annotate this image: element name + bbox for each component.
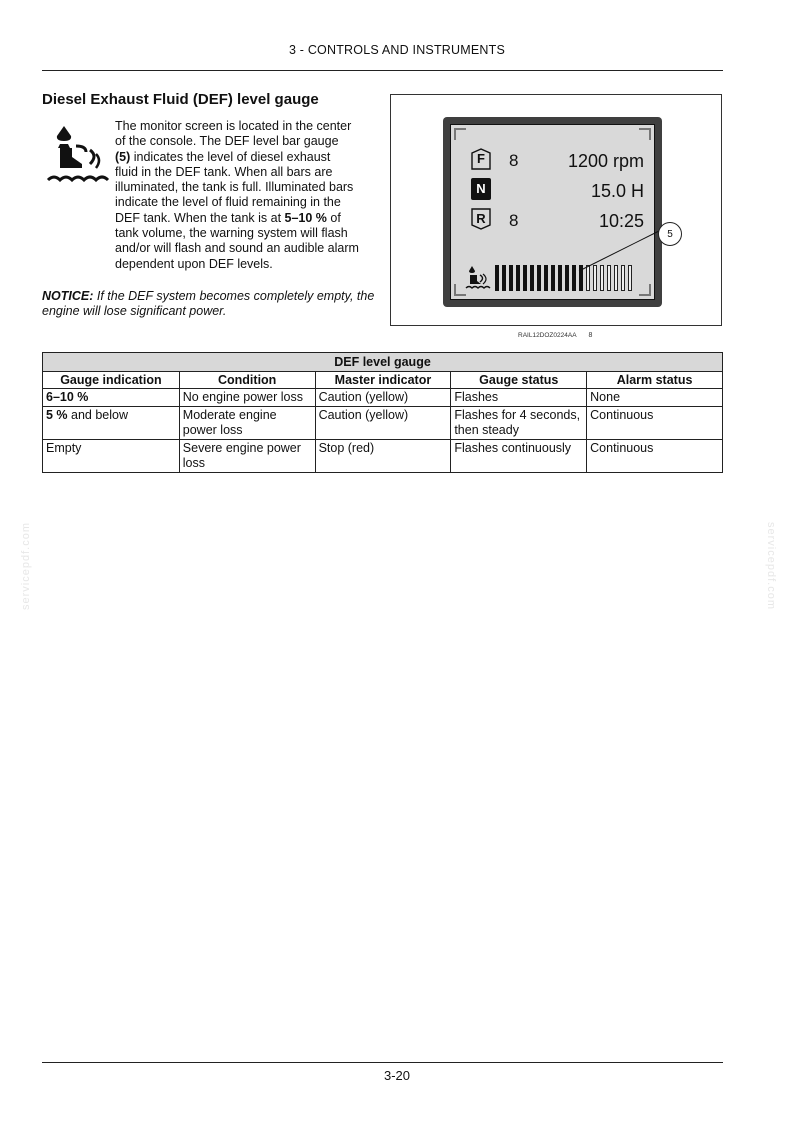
figure-ref-code: RAIL12DOZ0224AA	[518, 332, 577, 339]
intro-line: dependent upon DEF levels.	[115, 256, 273, 271]
figure-reference	[518, 332, 592, 339]
table-cell: Caution (yellow)	[315, 389, 451, 407]
footer-rule	[42, 1062, 723, 1063]
table-cell: Continuous	[587, 407, 723, 440]
engine-rpm-readout: 1200 rpm	[567, 151, 644, 171]
column-header: Alarm status	[587, 372, 723, 389]
table-cell: 5 % and below	[43, 407, 180, 440]
table-cell: Flashes for 4 seconds, then steady	[451, 407, 587, 440]
intro-line: indicate the level of fluid remaining in the	[115, 195, 341, 210]
page-header-title: 3 - CONTROLS AND INSTRUMENTS	[288, 43, 506, 57]
table-cell: Flashes continuously	[451, 440, 587, 473]
notice-paragraph	[42, 289, 387, 320]
intro-line: and/or will flash and sound an audible alarm	[115, 241, 359, 256]
figure-number: 8	[588, 332, 593, 339]
forward-gear-label: F	[477, 151, 485, 166]
table-cell: None	[587, 389, 723, 407]
intro-line: The monitor screen is located in the center	[115, 119, 352, 133]
table-cell: 6–10 %	[43, 389, 180, 407]
table-cell: Empty	[43, 440, 180, 473]
engine-hours-readout: 15.0 H	[590, 181, 644, 201]
table-cell: Moderate engine power loss	[179, 407, 315, 440]
watermark: servicepdf.com	[764, 522, 777, 610]
header-rule	[42, 70, 723, 71]
def-fluid-icon	[46, 122, 110, 193]
table-cell: Continuous	[587, 440, 723, 473]
callout-leader-line	[391, 95, 721, 325]
reverse-gear-number: 8	[509, 211, 519, 230]
page-number: 3-20	[383, 1068, 411, 1083]
intro-line: illuminated, the tank is full. Illuminated bars	[115, 180, 354, 195]
forward-gear-number: 8	[509, 151, 519, 170]
table-caption: DEF level gauge	[43, 353, 723, 372]
table-cell: No engine power loss	[179, 389, 315, 407]
intro-paragraph	[115, 119, 377, 272]
table-row	[43, 407, 723, 440]
reverse-gear-label: R	[476, 211, 486, 226]
notice-text: If the DEF system becomes completely empty, the engine will lose significant power.	[42, 289, 375, 319]
notice-label: NOTICE:	[42, 289, 94, 303]
intro-line: DEF tank. When the tank is at 5–10 % of	[115, 210, 341, 225]
table-cell: Caution (yellow)	[315, 407, 451, 440]
table-row	[43, 389, 723, 407]
monitor-figure	[390, 94, 722, 326]
intro-line: (5) indicates the level of diesel exhaust	[115, 149, 331, 164]
table-cell: Stop (red)	[315, 440, 451, 473]
callout-marker: 5	[658, 222, 682, 246]
intro-line: tank volume, the warning system will flash	[115, 226, 348, 241]
column-header: Gauge status	[451, 372, 587, 389]
column-header: Master indicator	[315, 372, 451, 389]
def-level-table	[42, 352, 723, 473]
intro-line: of the console. The DEF level bar gauge	[115, 134, 339, 149]
column-header: Gauge indication	[43, 372, 180, 389]
section-title: Diesel Exhaust Fluid (DEF) level gauge	[42, 91, 319, 108]
table-row	[43, 440, 723, 473]
table-cell: Flashes	[451, 389, 587, 407]
clock-readout: 10:25	[598, 211, 644, 231]
column-header: Condition	[179, 372, 315, 389]
table-cell: Severe engine power loss	[179, 440, 315, 473]
watermark: servicepdf.com	[19, 522, 32, 610]
intro-line: fluid in the DEF tank. When all bars are	[115, 164, 333, 179]
neutral-gear-label: N	[476, 181, 486, 196]
